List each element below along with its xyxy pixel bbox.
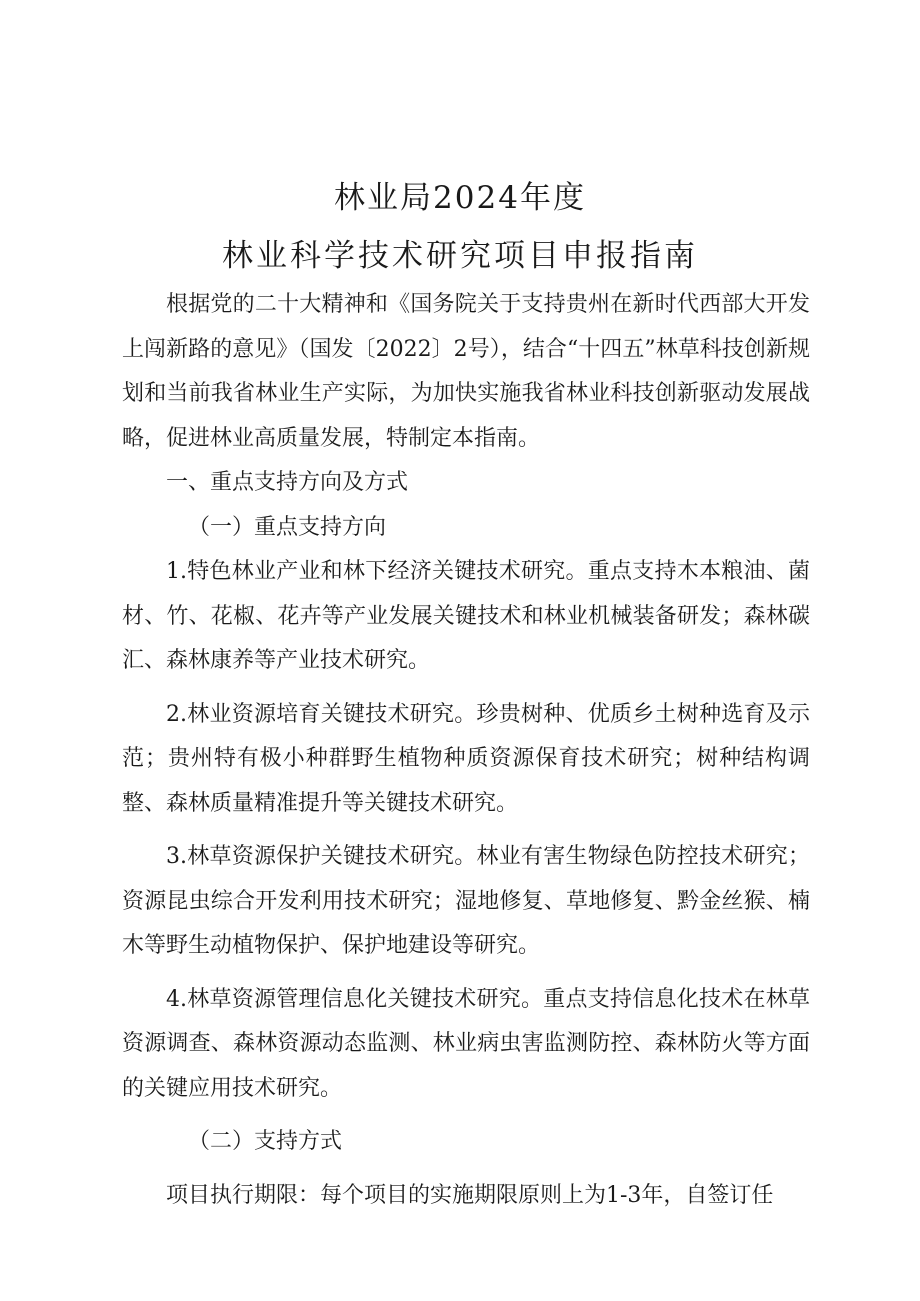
subsection-heading-1: （一）重点支持方向 bbox=[188, 514, 387, 540]
subsection-heading-2: （二）支持方式 bbox=[188, 1129, 343, 1154]
list-item-4: 4.林草资源管理信息化关键技术研究。重点支持信息化技术在林草资源调查、森林资源动态监测、林业病虫害监测防控、森林防火等方面的关键应用技术研究。 bbox=[122, 986, 810, 1101]
document-title-line-2: 林业科学技术研究项目申报指南 bbox=[222, 238, 698, 274]
list-item-1: 1.特色林业产业和林下经济关键技术研究。重点支持木本粮油、菌材、竹、花椒、花卉等产业发展关键技术和林业机械装备研发；森林碳汇、森林康养等产业技术研究。 bbox=[122, 559, 810, 673]
section-heading-1: 一、重点支持方向及方式 bbox=[166, 470, 409, 495]
list-item-3: 3.林草资源保护关键技术研究。林业有害生物绿色防控技术研究；资源昆虫综合开发利用技术研究；湿地修复、草地修复、黔金丝猴、楠木等野生动植物保护、保护地建设等研究。 bbox=[122, 844, 810, 958]
document-title-line-1: 林业局2024年度 bbox=[334, 180, 586, 216]
list-item-2: 2.林业资源培育关键技术研究。珍贵树种、优质乡土树种选育及示范；贵州特有极小种群野生植物种质资源保育技术研究；树种结构调整、森林质量精准提升等关键技术研究。 bbox=[122, 701, 810, 816]
intro-paragraph: 根据党的二十大精神和《国务院关于支持贵州在新时代西部大开发上闯新路的意见》（国发〔2022〕2号），结合“十四五”林草科技创新规划和当前我省林业生产实际，为加快实施我省林业科技创新驱动发展战略，促进林业高质量发展，特制定本指南。 bbox=[122, 292, 810, 451]
support-paragraph: 项目执行期限：每个项目的实施期限原则上为1-3年，自签订任 bbox=[166, 1182, 774, 1208]
document-body bbox=[122, 283, 810, 1218]
